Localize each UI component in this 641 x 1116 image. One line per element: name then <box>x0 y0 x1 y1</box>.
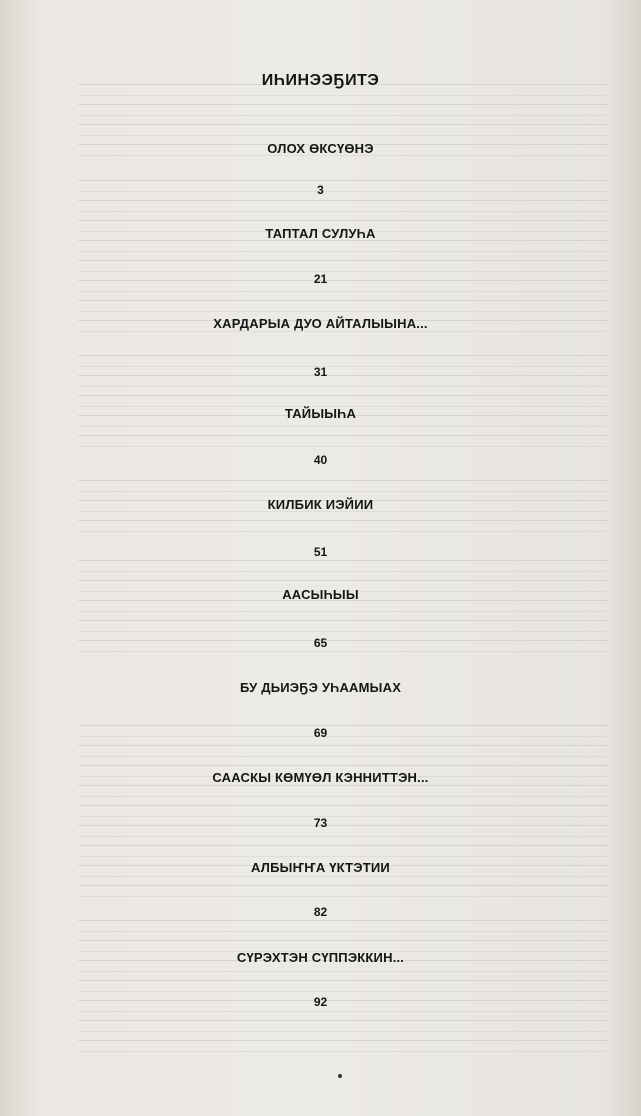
toc-entry-page: 69 <box>313 726 328 740</box>
toc-entry-title: АЛБЫҤҤА ҮКТЭТИИ <box>251 860 390 875</box>
toc-entry-title: БУ ДЬИЭҔЭ УҺААМЫАХ <box>239 680 402 695</box>
bleed-through-line <box>78 785 608 797</box>
bleed-through-line <box>78 104 608 116</box>
bleed-through-line <box>78 885 608 897</box>
toc-entry-page: 51 <box>313 545 328 559</box>
toc-entry-title: ААСЫҺЫЫ <box>282 587 359 602</box>
toc-entry-page: 31 <box>313 365 328 379</box>
bleed-through-line <box>78 300 608 312</box>
bleed-through-line <box>78 520 608 532</box>
bleed-through-line <box>78 920 608 932</box>
bleed-through-line <box>78 620 608 632</box>
toc-entry-title: ХАРДАРЫА ДУО АЙТАЛЫЫНА... <box>213 316 428 331</box>
bleed-through-line <box>78 745 608 757</box>
page-title: ИҺИНЭЭҔИТЭ <box>261 72 380 89</box>
bleed-through-line <box>78 435 608 447</box>
toc-entry-page: 73 <box>313 816 328 830</box>
bleed-through-line <box>78 845 608 857</box>
toc-entry-title: ТАЙЫЫҺА <box>284 406 357 421</box>
bleed-through-line <box>78 200 608 212</box>
print-dot <box>338 1074 342 1078</box>
toc-entry-title: КИЛБИК ИЭЙИИ <box>267 497 374 512</box>
toc-entry-page: 92 <box>313 995 328 1009</box>
toc-entry-page: 40 <box>313 453 328 467</box>
toc-entry-title: ТАПТАЛ СУЛУҺА <box>265 226 376 241</box>
toc-entry-page: 21 <box>313 272 328 286</box>
toc-entry-page: 3 <box>317 183 324 197</box>
toc-entry-title: СҮРЭХТЭН СҮППЭККИН... <box>236 950 405 965</box>
bleed-through-line <box>78 240 608 252</box>
bleed-through-line <box>78 560 608 572</box>
bleed-through-line <box>78 1040 608 1052</box>
bleed-through-line <box>78 260 608 272</box>
bleed-through-line <box>78 480 608 492</box>
bleed-through-line <box>78 980 608 992</box>
toc-entry-page: 82 <box>313 905 328 919</box>
toc-entry-title: ОЛОХ ӨКСҮӨНЭ <box>267 141 374 156</box>
toc-entry-page: 65 <box>313 636 328 650</box>
bleed-through-line <box>78 1020 608 1032</box>
bleed-through-line <box>78 124 608 136</box>
toc-entry-title: СААСКЫ КӨМҮӨЛ КЭННИТТЭН... <box>212 770 429 785</box>
